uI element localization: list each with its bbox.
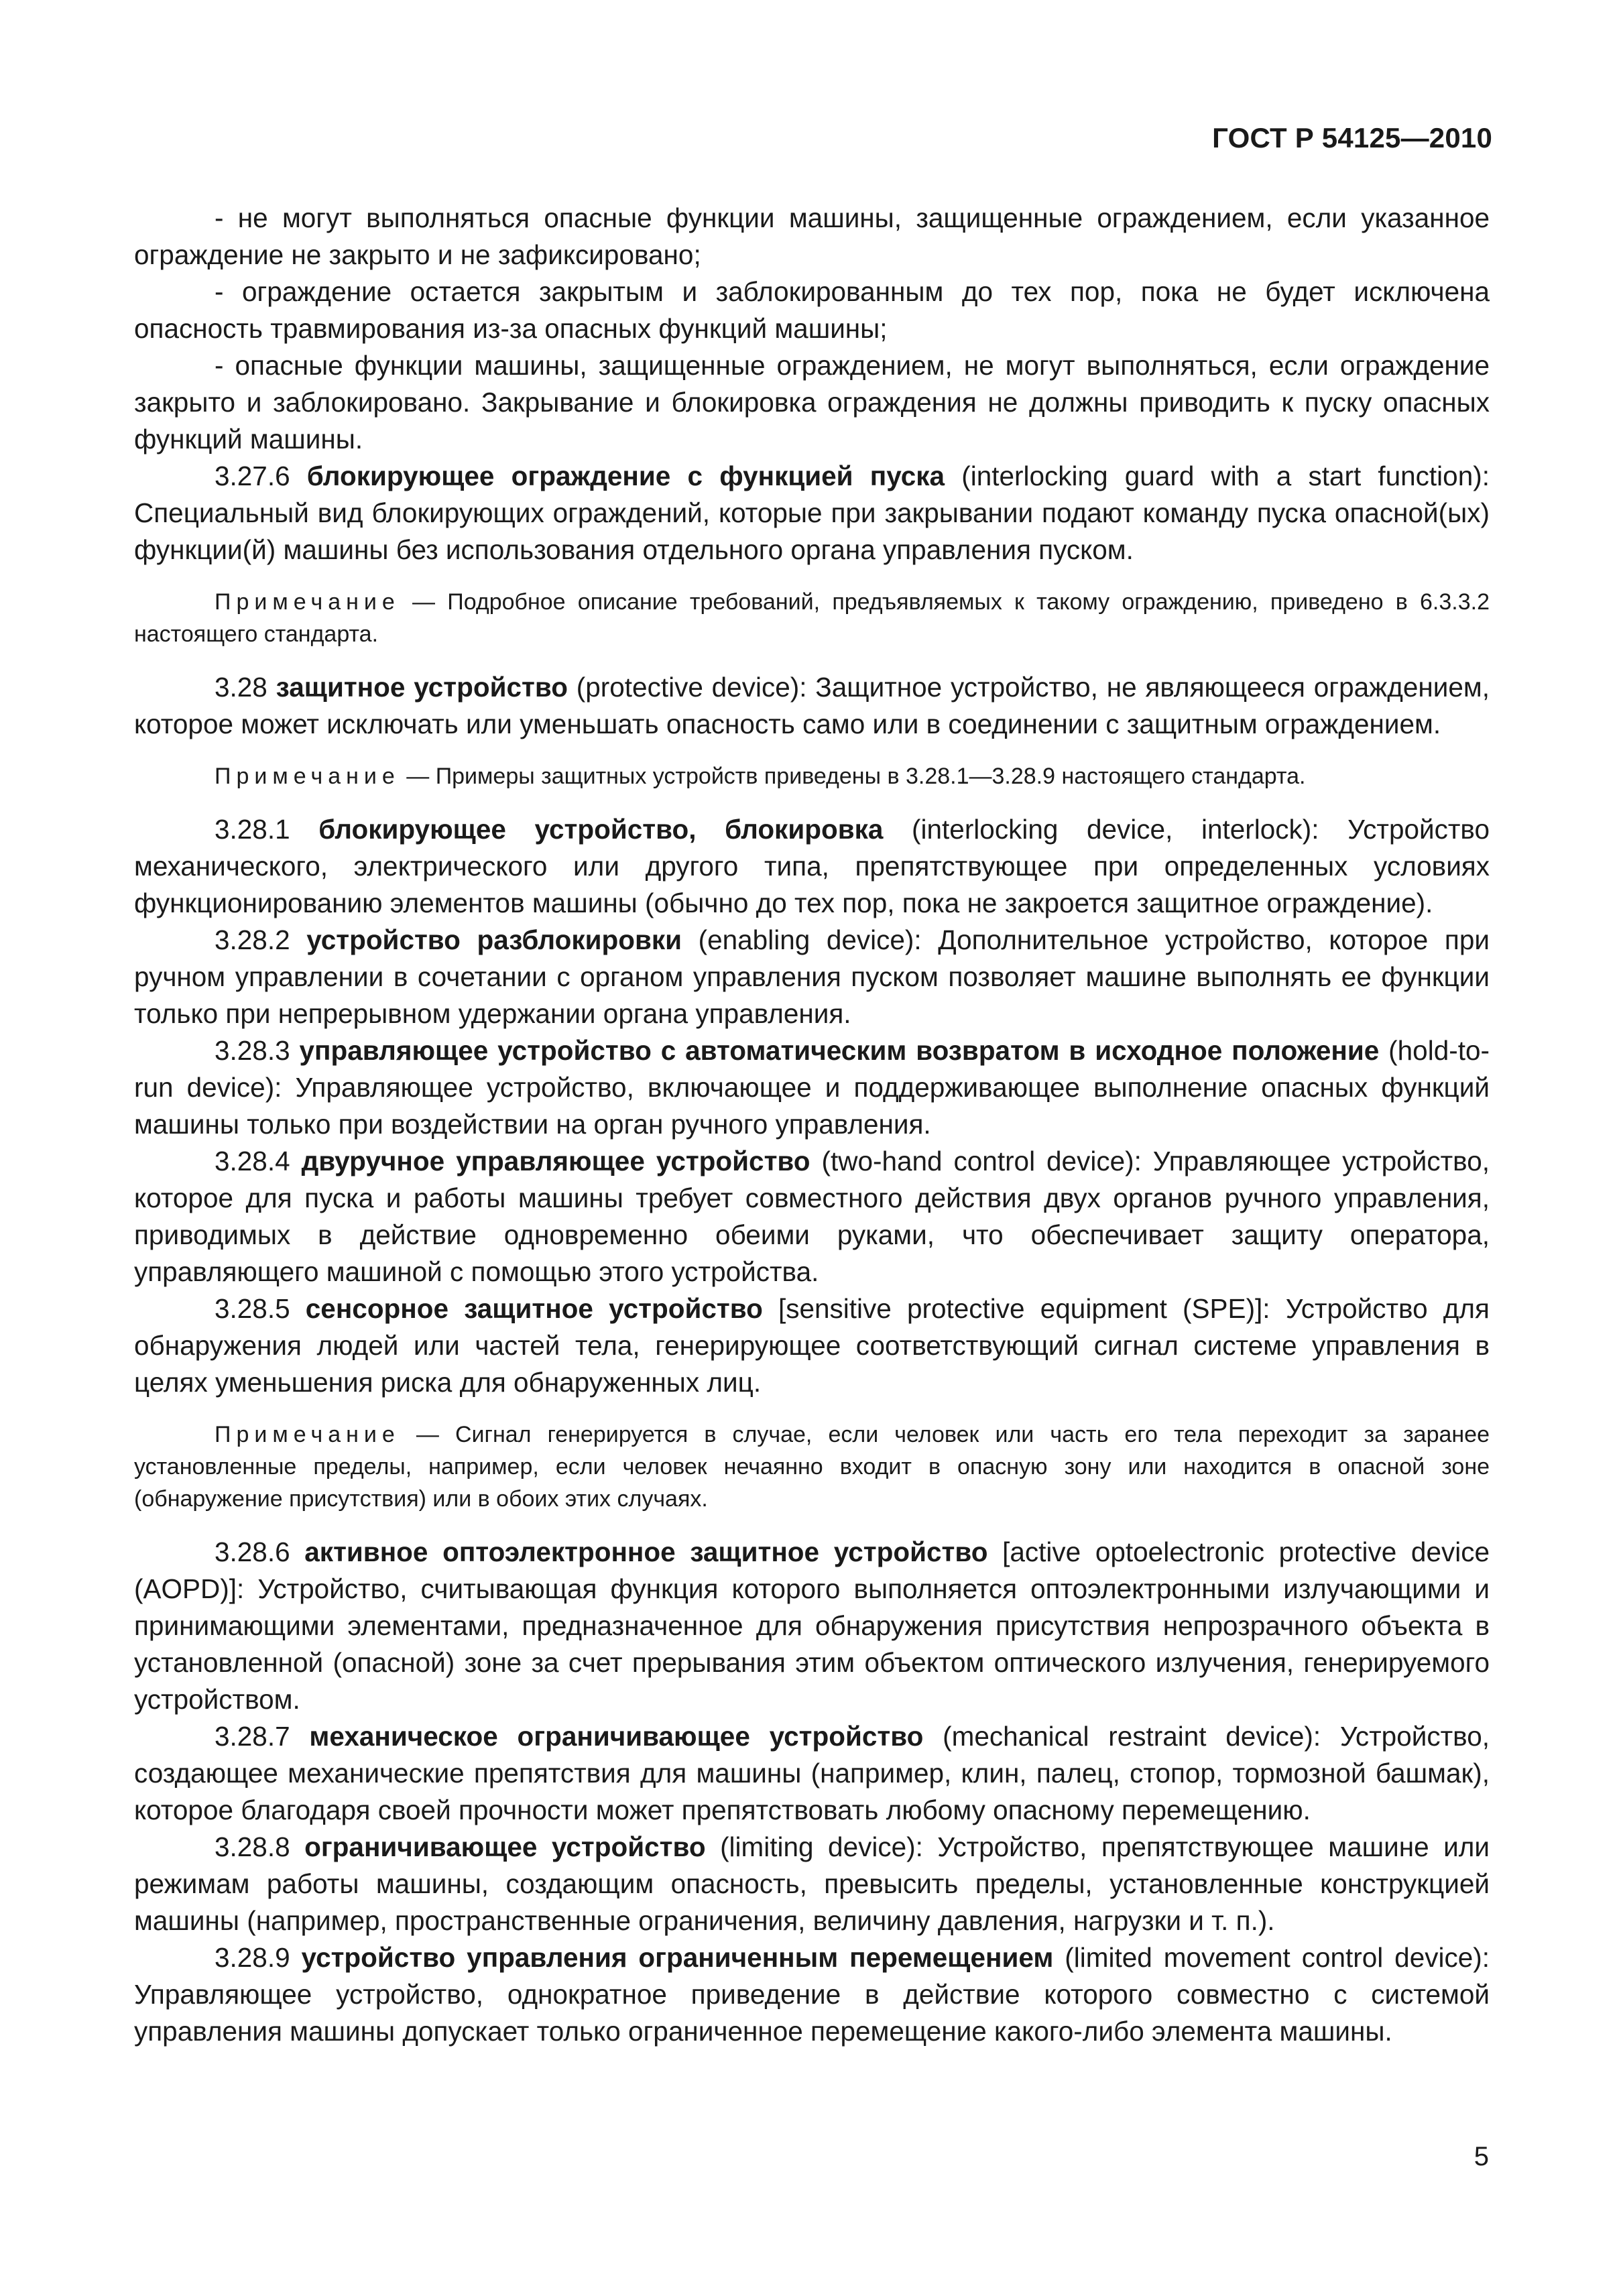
paragraph-text: - не могут выполняться опасные функции машины, защищенные ограждением, если указанное ограждение не закрыто и не зафиксировано; [134, 202, 1490, 270]
paragraph-text: - опасные функции машины, защищенные ограждением, не могут выполняться, если ограждение закрыто и заблокировано. Закрывание и блокировка ограждения не должны приводить к пуску опасных функций машины. [134, 350, 1490, 455]
term-definition [134, 1143, 1490, 1290]
clause-number: 3.28.9 [215, 1942, 290, 1973]
paragraph-text: (interlocking device, interlock): Устройство механического, электрического или другого типа, препятствующее при определенных условиях функционированию элементов машины (обычно до тех пор, пока не закроется защитное ограждение). [134, 814, 1490, 918]
clause-number: 3.28.7 [215, 1721, 290, 1752]
paragraph-text: (enabling device): Дополнительное устройство, которое при ручном управлении в сочетании с органом управления пуском позволяет машине выполнять ее функции только при непрерывном удержании органа управления. [134, 924, 1490, 1029]
clause-number: 3.28.4 [215, 1146, 290, 1176]
term: устройство управления ограниченным перемещением [301, 1942, 1054, 1973]
term: управляющее устройство с автоматическим возвратом в исходное положение [299, 1035, 1380, 1066]
term-definition [134, 1290, 1490, 1401]
term: механическое ограничивающее устройство [309, 1721, 924, 1752]
term: защитное устройство [276, 672, 568, 703]
paragraph-text: (limited movement control device): Управляющее устройство, однократное приведение в действие которого совместно с системой управления машины допускает только ограниченное перемещение какого-либо элемента машины. [134, 1942, 1490, 2047]
page-number: 5 [1474, 2142, 1489, 2171]
list-paragraph [134, 347, 1490, 458]
note-label: Примечание [215, 589, 400, 615]
paragraph-text: [active optoelectronic protective device (AOPD)]: Устройство, считывающая функция которого выполняется оптоэлектронными излучающими и принимающими элементами, предназначенное для обнаружения присутствия непрозрачного объекта в установленной (опасной) зоне за счет прерывания этим объектом оптического излучения, генерируемого устройством. [134, 1536, 1490, 1715]
term-definition [134, 1032, 1490, 1143]
note-text: — Подробное описание требований, предъявляемых к такому ограждению, приведено в 6.3.3.2 настоящего стандарта. [134, 589, 1490, 647]
paragraph-text: (interlocking guard with a start function): Специальный вид блокирующих ограждений, которые при закрывании подают команду пуска опасной(ых) функции(й) машины без использования отдельного органа управления пуском. [134, 461, 1490, 565]
term-definition [134, 1718, 1490, 1829]
term-definition [134, 1939, 1490, 2050]
paragraph-text: (two-hand control device): Управляющее устройство, которое для пуска и работы машины требует совместного действия двух органов ручного управления, приводимых в действие одновременно обеими руками, что обеспечивает защиту оператора, управляющего машиной с помощью этого устройства. [134, 1146, 1490, 1287]
term: сенсорное защитное устройство [305, 1293, 763, 1324]
term-definition [134, 669, 1490, 743]
list-paragraph [134, 200, 1490, 274]
clause-number: 3.28.5 [215, 1293, 290, 1324]
term-definition [134, 458, 1490, 568]
note-label: Примечание [215, 1422, 400, 1447]
list-paragraph [134, 274, 1490, 347]
document-number: ГОСТ Р 54125—2010 [1212, 122, 1492, 154]
clause-number: 3.28.8 [215, 1831, 290, 1862]
term: блокирующее устройство, блокировка [318, 814, 884, 845]
clause-number: 3.28 [215, 672, 267, 703]
clause-number: 3.28.3 [215, 1035, 290, 1066]
clause-number: 3.28.1 [215, 814, 290, 845]
note [134, 1418, 1490, 1515]
term: активное оптоэлектронное защитное устройство [304, 1536, 988, 1567]
paragraph-text: (hold-to-run device): Управляющее устройство, включающее и поддерживающее выполнение опасных функций машины только при воздействии на орган ручного управления. [134, 1035, 1490, 1140]
paragraph-text: (protective device): Защитное устройство, не являющееся ограждением, которое может исключать или уменьшать опасность само или в соединении с защитным ограждением. [134, 672, 1490, 739]
paragraph-text: [sensitive protective equipment (SPE)]: Устройство для обнаружения людей или частей тела, генерирующее соответствующий сигнал системе управления в целях уменьшения риска для обнаруженных лиц. [134, 1293, 1490, 1398]
note [134, 586, 1490, 650]
clause-number: 3.28.2 [215, 924, 290, 955]
term: устройство разблокировки [306, 924, 682, 955]
note-label: Примечание [215, 764, 400, 789]
paragraph-text: - ограждение остается закрытым и заблокированным до тех пор, пока не будет исключена опасность травмирования из-за опасных функций машины; [134, 276, 1490, 344]
term-definition [134, 922, 1490, 1032]
term: двуручное управляющее устройство [301, 1146, 810, 1176]
term-definition [134, 1534, 1490, 1718]
term-definition [134, 1829, 1490, 1939]
clause-number: 3.28.6 [215, 1536, 290, 1567]
term: блокирующее ограждение с функцией пуска [306, 461, 945, 491]
term: ограничивающее устройство [304, 1831, 706, 1862]
paragraph-text: (mechanical restraint device): Устройство, создающее механические препятствия для машины (например, клин, палец, стопор, тормозной башмак), которое благодаря своей прочности может препятствовать любому опасному перемещению. [134, 1721, 1490, 1825]
document-body [134, 200, 1490, 2050]
paragraph-text: (limiting device): Устройство, препятствующее машине или режимам работы машины, создающим опасность, превысить пределы, установленные конструкцией машины (например, пространственные ограничения, величину давления, нагрузки и т. п.). [134, 1831, 1490, 1936]
clause-number: 3.27.6 [215, 461, 290, 491]
note [134, 760, 1490, 792]
term-definition [134, 811, 1490, 922]
note-text: — Примеры защитных устройств приведены в 3.28.1—3.28.9 настоящего стандарта. [406, 764, 1306, 789]
note-text: — Сигнал генерируется в случае, если человек или часть его тела переходит за заранее установленные пределы, например, если человек нечаянно входит в опасную зону или находится в опасной зоне (обнаружение присутствия) или в обоих этих случаях. [134, 1422, 1490, 1512]
